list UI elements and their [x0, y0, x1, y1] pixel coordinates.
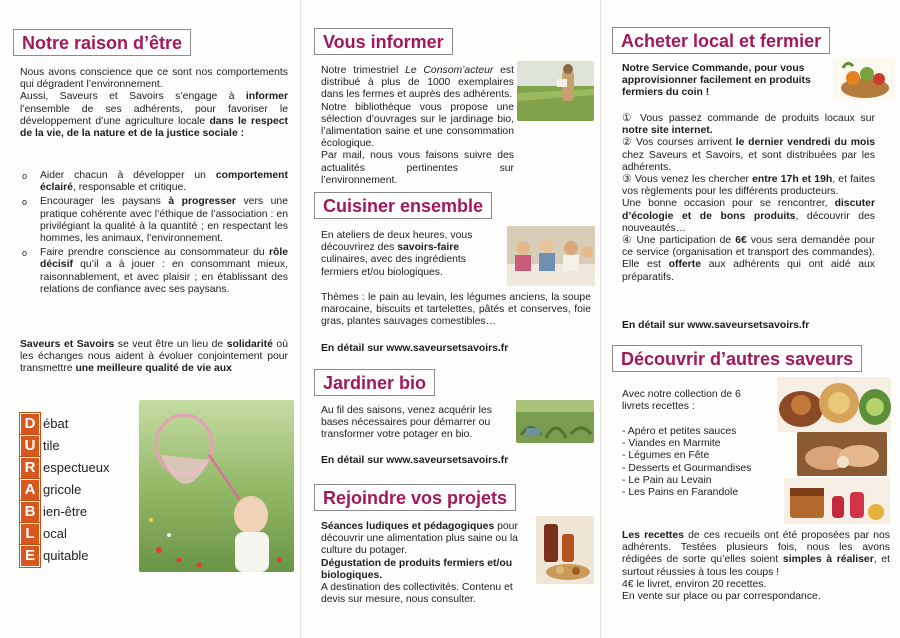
acrostic-letter: U — [20, 435, 40, 457]
list-item: - Apéro et petites sauces — [622, 426, 737, 437]
acrostic-row — [20, 479, 110, 500]
acrostic-word: ocal — [43, 526, 67, 541]
booklet-title: Viandes en Marmite — [628, 438, 721, 450]
acrostic-letter: R — [20, 457, 40, 479]
acheter-steps — [622, 113, 875, 284]
cuisiner-intro: En ateliers de deux heures, vous découvrirez des savoirs-faire culinaires, avec des ingrédients fermiers et/ou biologiques. — [321, 230, 473, 278]
jardiner-text: Au fil des saisons, venez acquérir les bases nécessaires pour démarrer ou transformer votre potager en bio. — [321, 405, 492, 441]
acrostic-row — [20, 545, 110, 566]
booklet-title: Le Pain au Levain — [628, 474, 712, 486]
acrostic-letter: D — [20, 413, 40, 435]
acrostic-letter: A — [20, 479, 40, 501]
heading-acheter: Acheter local et fermier — [612, 27, 830, 54]
heading-vous-informer: Vous informer — [314, 28, 453, 55]
durable-acrostic — [20, 413, 110, 567]
panel-acheter-decouvrir — [600, 0, 900, 638]
list-item: o Faire prendre conscience au consommateur du rôle décisif qu’il a à jouer : en consommant mieux, raisonnablement, et avec plaisir ; en établissant des relations de confiance avec ses paysans. — [20, 247, 288, 296]
list-item: o Aider chacun à développer un comportement éclairé, responsable et critique. — [20, 170, 288, 194]
desserts-photo — [784, 478, 890, 524]
list-item: o Encourager les paysans à progresser vers une pratique cohérente avec l’éthique de l’association : en privilégiant la qualité à la quantité ; en respectant les hommes, les animaux, l’environnement. — [20, 196, 288, 245]
cooking-class-photo — [507, 226, 595, 286]
heading-decouvrir: Découvrir d’autres saveurs — [612, 345, 862, 372]
child-net-photo — [139, 400, 294, 572]
booklet-title: Légumes en Fête — [628, 450, 710, 462]
acrostic-word: ien-être — [43, 504, 88, 519]
acheter-lead: Notre Service Commande, pour vous approvisionner facilement en produits fermiers du coin ! — [622, 63, 811, 99]
decouvrir-intro: Avec notre collection de 6 livrets recettes : — [622, 389, 741, 413]
step-3: ③ Vous venez les chercher entre 17h et 19h, et faites vos règlements pour les différents producteurs. Une bonne occasion pour se rencontrer, discuter d’écologie et de bons produits, découvrir des nouveautés… — [622, 174, 875, 234]
list-item: - Les Pains en Farandole — [622, 487, 739, 499]
acrostic-letter: E — [20, 545, 40, 567]
booklet-title: Apéro et petites sauces — [627, 426, 737, 437]
vegetable-basket-photo — [833, 58, 895, 100]
acheter-website-link[interactable]: En détail sur www.saveursetsavoirs.fr — [622, 320, 810, 331]
acrostic-row — [20, 413, 110, 434]
tasting-photo — [536, 516, 594, 584]
step-1: ① Vous passez commande de produits locaux sur notre site internet. — [622, 113, 875, 137]
informer-body: Notre trimestriel Le Consom’acteur est distribué à plus de 1000 exemplaires dans les fermes et auprès des adhérents. Notre bibliothèque vous propose une sélection d’ouvrages sur le jardinage bio, l’alimentation saine et une consommation écologique. Par mail, nous vous faisons suivre des actualités pertinentes sur l’environnement. — [321, 65, 514, 186]
booklet-title: Les Pains en Farandole — [628, 487, 739, 499]
list-item: - Viandes en Marmite — [622, 438, 721, 450]
acrostic-word: tile — [43, 438, 60, 453]
acrostic-letter: L — [20, 523, 40, 545]
acrostic-row — [20, 457, 110, 478]
rejoindre-text: Séances ludiques et pédagogiques pour découvrir une alimentation plus saine ou la culture du potager. Dégustation de produits fermiers et/ou biologiques. A destination des collectivités. Contenu et devis sur mesure, nous consulter. — [321, 521, 518, 606]
list-item: - Desserts et Gourmandises — [622, 462, 752, 474]
acrostic-word: espectueux — [43, 460, 110, 475]
booklet-title: Desserts et Gourmandises — [628, 462, 752, 474]
values-list — [20, 170, 288, 298]
garden-photo — [516, 400, 594, 443]
intro-text: Nous avons conscience que ce sont nos comportements qui dégradent l’environnement. Aussi, Saveurs et Savoirs s’engage à informer l’ensemble de ses adhérents, pour favoriser le développement d’une agriculture locale dans le respect de la vie, de la nature et de la justice sociale : — [20, 67, 288, 140]
list-item: - Légumes en Fête — [622, 450, 710, 462]
heading-rejoindre: Rejoindre vos projets — [314, 484, 516, 511]
cuisiner-themes: Thèmes : le pain au levain, les légumes anciens, la soupe marocaine, biscuits et tartelettes, pâtés et conserves, foie gras, plantes sauvages comestibles… — [321, 292, 591, 328]
acrostic-row — [20, 523, 110, 544]
panel-notre-raison — [0, 0, 300, 638]
jardiner-website-link[interactable]: En détail sur www.saveursetsavoirs.fr — [321, 455, 509, 466]
step-4: ④ Une participation de 6€ vous sera demandée pour ce service (organisation et transport des commandes). Elle est offerte aux adhérents qui ont aidé aux préparatifs. — [622, 235, 875, 283]
closing-text: Saveurs et Savoirs se veut être un lieu de solidarité où les échanges nous aident à évoluer conjointement pour transmettre une meilleure qualité de vie aux — [20, 339, 288, 375]
acrostic-word: ébat — [43, 416, 69, 431]
heading-jardiner: Jardiner bio — [314, 369, 435, 396]
cuisiner-website-link[interactable]: En détail sur www.saveursetsavoirs.fr — [321, 343, 509, 354]
informer-text — [321, 65, 514, 187]
kneading-bread-photo — [797, 432, 887, 476]
acrostic-word: quitable — [43, 548, 89, 563]
list-item: - Le Pain au Levain — [622, 474, 712, 486]
heading-notre-raison: Notre raison d’être — [13, 29, 191, 56]
acrostic-word: gricole — [43, 482, 82, 497]
step-2: ② Vos courses arrivent le dernier vendredi du mois chez Saveurs et Savoirs, et sont distribuées par les adhérents. — [622, 137, 875, 173]
acrostic-letter: B — [20, 501, 40, 523]
reading-field-photo — [517, 61, 594, 121]
acrostic-row — [20, 435, 110, 456]
panel-activites — [300, 0, 600, 638]
acrostic-row — [20, 501, 110, 522]
recipe-booklets-list — [622, 426, 782, 499]
decouvrir-text: Les recettes de ces recueils ont été proposées par nos adhérents. Testées plusieurs fois, nous les avons rédigées de sorte qu’elles soient simples à réaliser, et surtout réussies à tous les coups ! 4€ le livret, environ 20 recettes. En vente sur place ou par correspondance. — [622, 530, 890, 603]
heading-cuisiner: Cuisiner ensemble — [314, 192, 492, 219]
dishes-photo — [777, 377, 891, 432]
